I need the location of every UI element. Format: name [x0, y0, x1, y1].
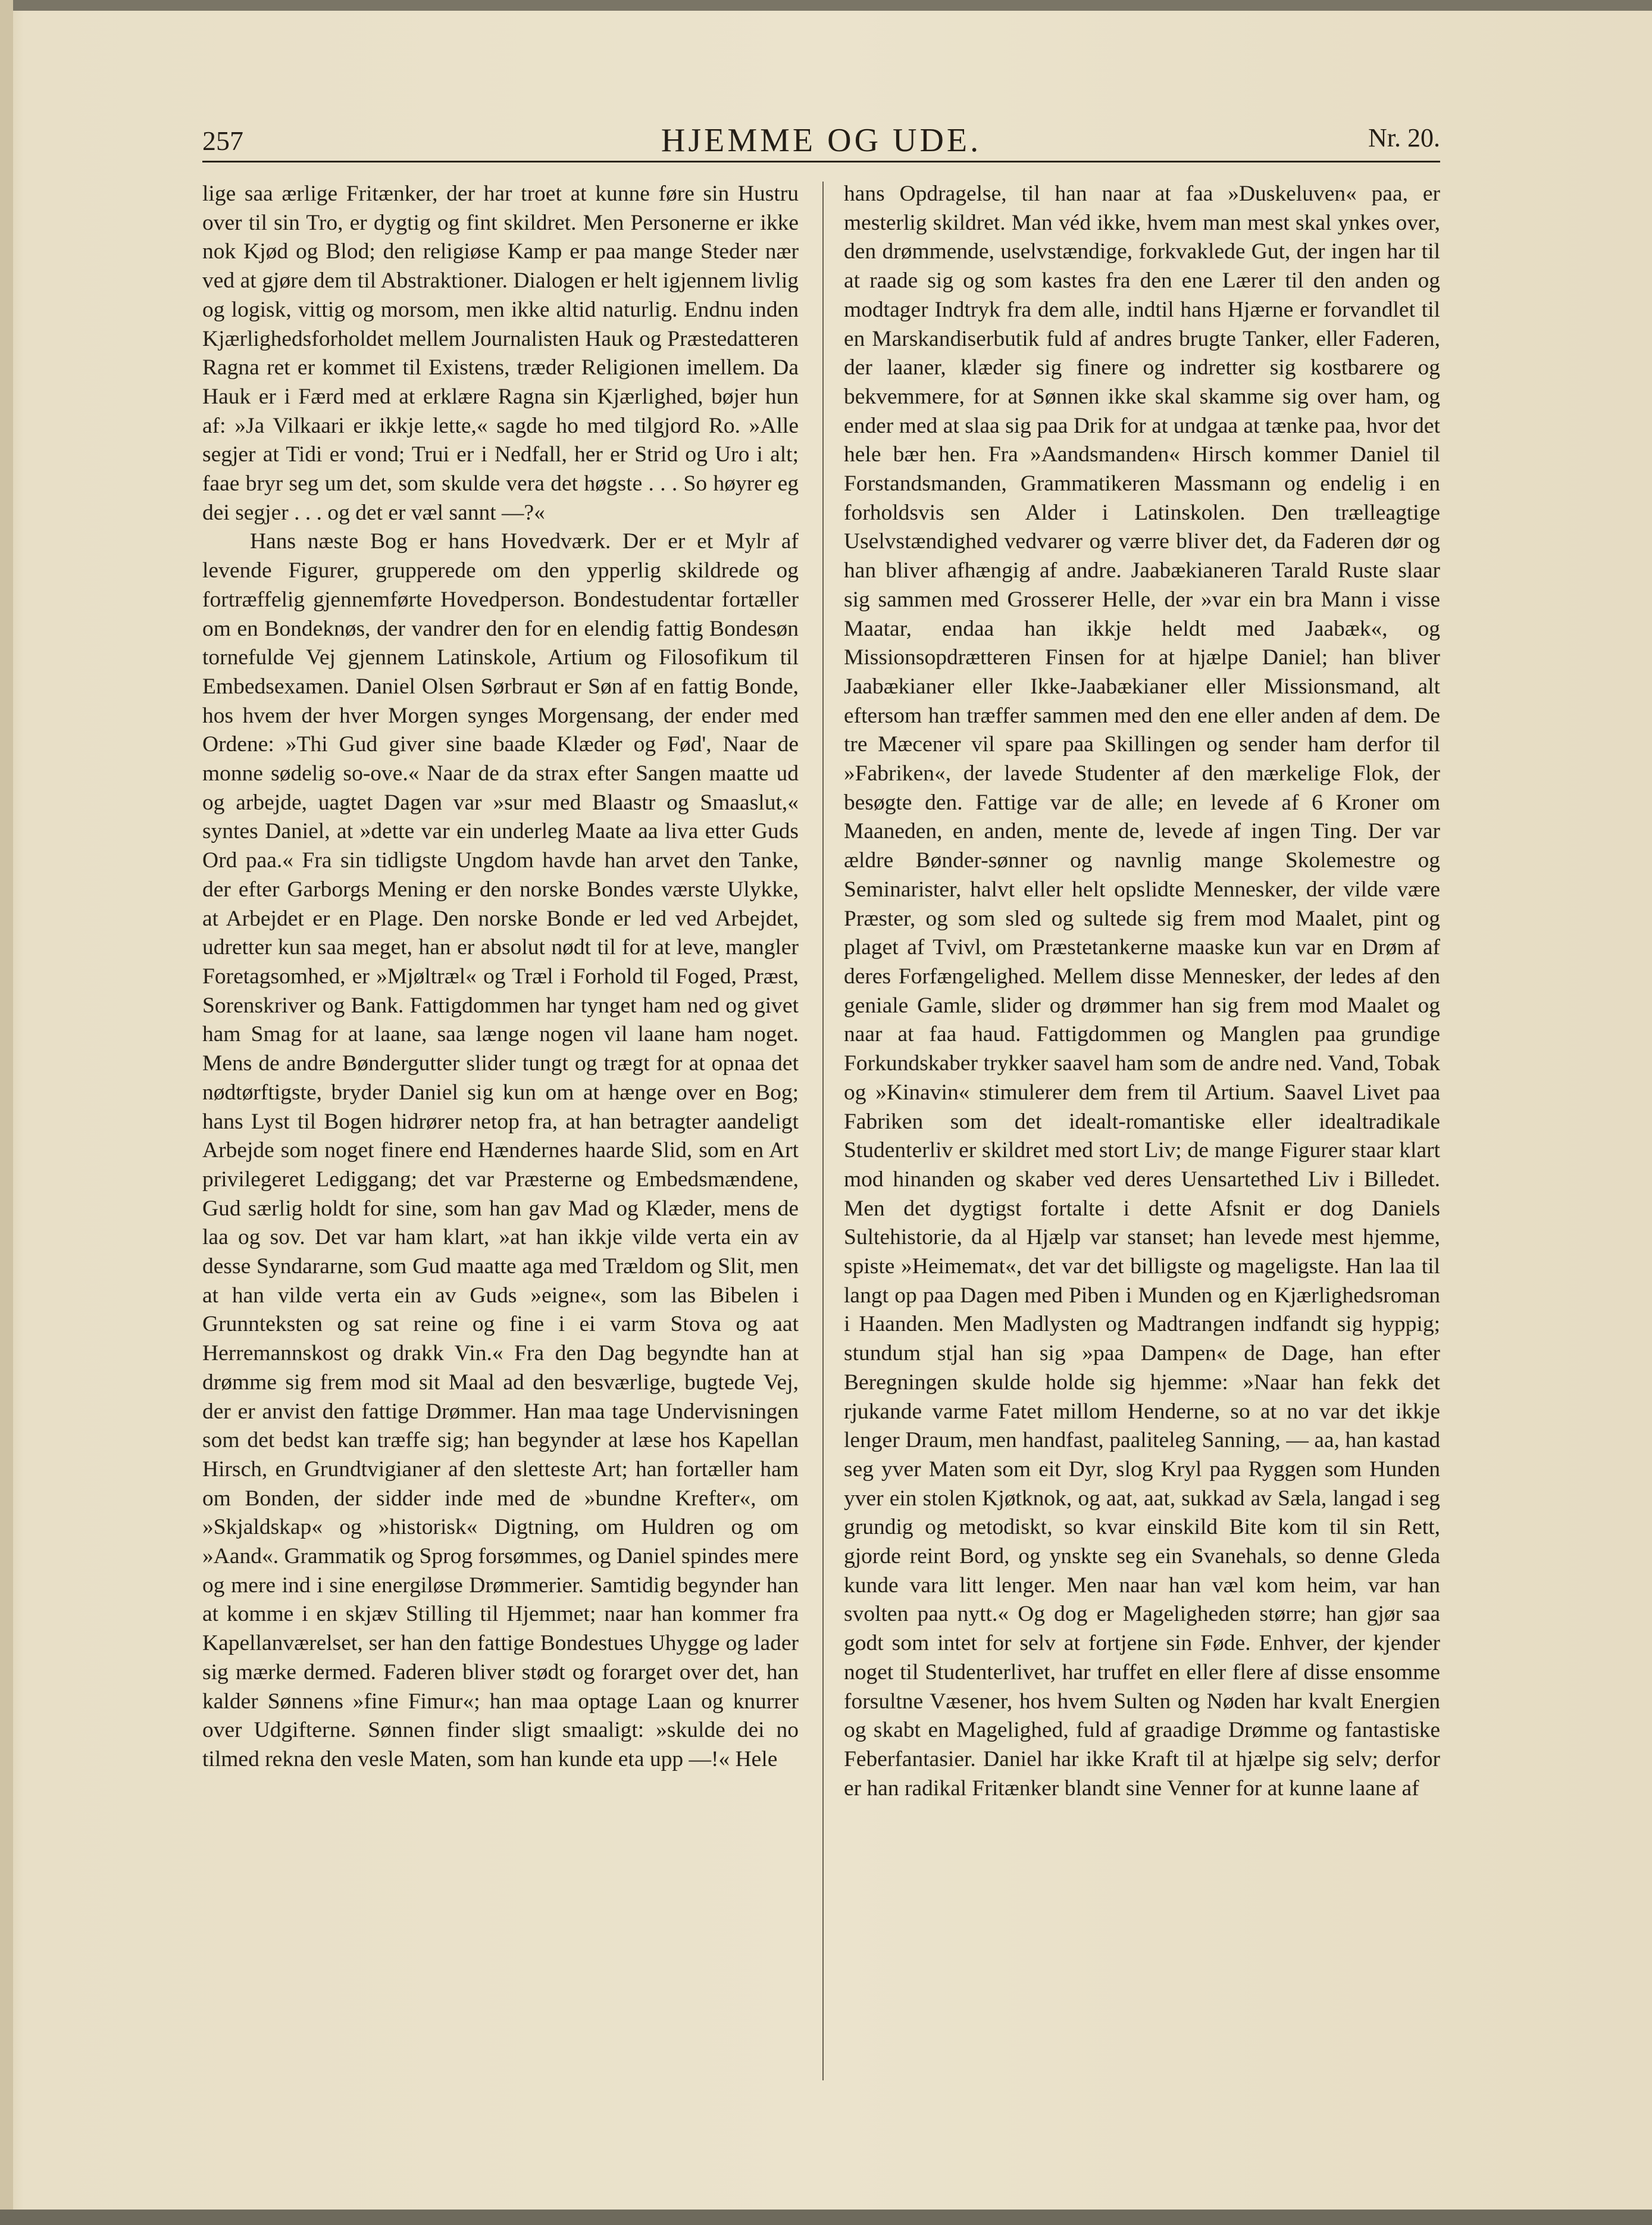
running-title: HJEMME OG UDE. [661, 122, 982, 159]
binding-edge [0, 0, 13, 2225]
left-column [202, 180, 799, 1774]
page-number: 257 [202, 126, 243, 156]
right-column [844, 180, 1440, 1803]
right-paragraph-1: hans Opdragelse, til han naar at faa »Duskeluven« paa, er mesterlig skildret. Man véd ikke, hvem man mest skal ynkes over, den drømmende, uselvstændige, forkvaklede Gut, der ingen har til at raade sig og som kastes fra den ene Lærer til den anden og modtager Indtryk fra dem alle, indtil hans Hjærne er forvandlet til en Marskandiserbutik fuld af andres brugte Tanker, eller Faderen, der laaner, klæder sig finere og indretter sig kostbarere og bekvemmere, for at Sønnen ikke skal skamme sig over ham, og ender med at slaa sig paa Drik for at undgaa at tænke paa, hvor det hele bær hen. Fra »Aandsmanden« Hirsch kommer Daniel til Forstandsmanden, Grammatikeren Massmann og endelig i en forholdsvis sen Alder i Latinskolen. Den trælleagtige Uselvstændighed vedvarer og værre bliver det, da Faderen dør og han bliver afhængig af andre. Jaabækianeren Tarald Ruste slaar sig sammen med Grosserer Helle, der »var ein bra Mann i visse Maatar, endaa han ikkje heldt med Jaabæk«, og Missionsopdrætteren Finsen for at hjælpe Daniel; han bliver Jaabækianer eller Ikke-Jaabækianer eller Missionsmand, alt eftersom han træffer sammen med den ene eller anden af dem. De tre Mæcener vil spare paa Skillingen og sender ham derfor til »Fabriken«, der lavede Studenter af den mærkelige Flok, der besøgte den. Fattige var de alle; en levede af 6 Kroner om Maaneden, en anden, mente de, levede af ingen Ting. Der var ældre Bønder-sønner og navnlig mange Skolemestre og Seminarister, halvt eller helt opslidte Mennesker, der vilde være Præster, og som sled og sultede sig frem mod Maalet, pint og plaget af Tvivl, om Præstetankerne maaske kun var en Drøm af deres Forfængelighed. Mellem disse Mennesker, der ledes af den geniale Gamle, slider og drømmer han sig frem mod Maalet og naar at faa haud. Fattigdommen og Manglen paa grundige Forkundskaber trykker saavel ham som de andre ned. Vand, Tobak og »Kinavin« stimulerer dem frem til Artium. Saavel Livet paa Fabriken som det idealt-romantiske eller idealtradikale Studenterliv er skildret med stort Liv; de mange Figurer staar klart mod hinanden og skaber ved deres Uensartethed Liv i Billedet. Men det dygtigst fortalte i dette Afsnit er dog Daniels Sultehistorie, da al Hjælp var stanset; han levede mest hjemme, spiste »Heimemat«, det var det billigste og mageligste. Han laa til langt op paa Dagen med Piben i Munden og en Kjærlighedsroman i Haanden. Men Madlysten og Madtrangen indfandt sig hyppig; stundum stjal han sig »paa Dampen« de Dage, han efter Beregningen skulde holde sig hjemme: »Naar han fekk det rjukande varme Fatet millom Henderne, so at no var det ikkje lenger Draum, men handfast, paaliteleg Sanning, — aa, han kastad seg yver Maten som eit Dyr, slog Kryl paa Ryggen som Hunden yver ein stolen Kjøtknok, og aat, aat, sukkad av Sæla, langad i seg grundig og metodiskt, so kvar einskild Bite kom til sin Rett, gjorde reint Bord, og ynskte seg ein Svanehals, so denne Gleda kunde vara litt lenger. Men naar han væl kom heim, var han svolten paa nytt.« Og dog er Mageligheden større; han gjør saa godt som intet for selv at fortjene sin Føde. Enhver, der kjender noget til Studenterlivet, har truffet en eller flere af disse ensomme forsultne Væsener, hos hvem Sulten og Nøden har kvalt Energien og skabt en Magelighed, fuld af graadige Drømme og fantastiske Feberfantasier. Daniel har ikke Kraft til at hjælpe sig selv; derfor er han radikal Fritænker blandt sine Venner for at kunne laane af [844, 182, 1440, 1801]
issue-number: Nr. 20. [1368, 123, 1440, 152]
column-divider [822, 182, 824, 2080]
scan-bottom-edge [0, 2210, 1652, 2225]
running-header [202, 119, 1440, 162]
left-paragraph-2: Hans næste Bog er hans Hovedværk. Der er et Mylr af levende Figurer, grupperede om den ypperlig skildrede og fortræffelig gjennemførte Hovedperson. Bondestudentar fortæller om en Bondeknøs, der vandrer den for en elendig fattig Bondesøn tornefulde Vej gjennem Latinskole, Artium og Filosofikum til Embedsexamen. Daniel Olsen Sørbraut er Søn af en fattig Bonde, hos hvem der hver Morgen synges Morgensang, der ender med Ordene: »Thi Gud giver sine baade Klæder og Fød', Naar de monne sødelig so-ove.« Naar de da strax efter Sangen maatte ud og arbejde, uagtet Dagen var »sur med Blaastr og Smaaslut,« syntes Daniel, at »dette var ein underleg Maate aa liva etter Guds Ord paa.« Fra sin tidligste Ungdom havde han arvet den Tanke, der efter Garborgs Mening er den norske Bondes værste Ulykke, at Arbejdet er en Plage. Den norske Bonde er led ved Arbejdet, udretter kun saa meget, han er absolut nødt til for at leve, mangler Foretagsomhed, er »Mjøltræl« og Træl i Forhold til Foged, Præst, Sorenskriver og Bank. Fattigdommen har tynget ham ned og givet ham Smag for at laane, saa længe nogen vil laane ham noget. Mens de andre Bøndergutter slider tungt og trægt for at opnaa det nødtørftigste, bryder Daniel sig kun om at hænge over en Bog; hans Lyst til Bogen hidrører netop fra, at han betragter aandeligt Arbejde som noget finere end Hændernes haarde Slid, som en Art privilegeret Lediggang; det var Præsterne og Embedsmændene, Gud særlig holdt for sine, som han gav Mad og Klæder, mens de laa og sov. Det var ham klart, »at han ikkje vilde verta ein av desse Syndararne, som Gud maatte aga med Trældom og Slit, men at han vilde verta ein av Guds »eigne«, som las Bibelen i Grunnteksten og sat reine og fine i ei varm Stova og aat Herremannskost og drakk Vin.« Fra den Dag begyndte han at drømme sig frem mod sit Maal ad den besværlige, bugtede Vej, der er anvist den fattige Drømmer. Han maa tage Undervisningen som det bedst kan træffe sig; han begynder at læse hos Kapellan Hirsch, en Grundtvigianer af den sletteste Art; han fortæller ham om Bonden, der sidder inde med de »bundne Krefter«, om »Skjaldskap« og »historisk« Digtning, om Huldren og om »Aand«. Grammatik og Sprog forsømmes, og Daniel spindes mere og mere ind i sine energiløse Drømmerier. Samtidig begynder han at komme i en skjæv Stilling til Hjemmet; naar han kommer fra Kapellanværelset, ser han den fattige Bondestues Uhygge og lader sig mærke dermed. Faderen bliver stødt og forarget over det, han kalder Sønnens »fine Fimur«; han maa optage Laan og knurrer over Udgifterne. Sønnen finder sligt smaaligt: »skulde dei no tilmed rekna den vesle Maten, som han kunde eta upp —!« Hele [202, 529, 799, 1771]
scan-top-edge [0, 0, 1652, 11]
left-paragraph-1: lige saa ærlige Fritænker, der har troet at kunne føre sin Hustru over til sin Tro, er dygtig og fint skildret. Men Personerne er ikke nok Kjød og Blod; den religiøse Kamp er paa mange Steder nær ved at gjøre dem til Abstraktioner. Dialogen er helt igjennem livlig og logisk, vittig og morsom, men ikke altid naturlig. Endnu inden Kjærlighedsforholdet mellem Journalisten Hauk og Præstedatteren Ragna ret er kommet til Existens, træder Religionen imellem. Da Hauk er i Færd med at erklære Ragna sin Kjærlighed, bøjer hun af: »Ja Vilkaari er ikkje lette,« sagde ho med tilgjord Ro. »Alle segjer at Tidi er vond; Trui er i Nedfall, her er Strid og Uro i alt; faae bryr seg um det, som skulde vera det høgste . . . So høyrer eg dei segjer . . . og det er væl sannt —?« [202, 182, 799, 525]
